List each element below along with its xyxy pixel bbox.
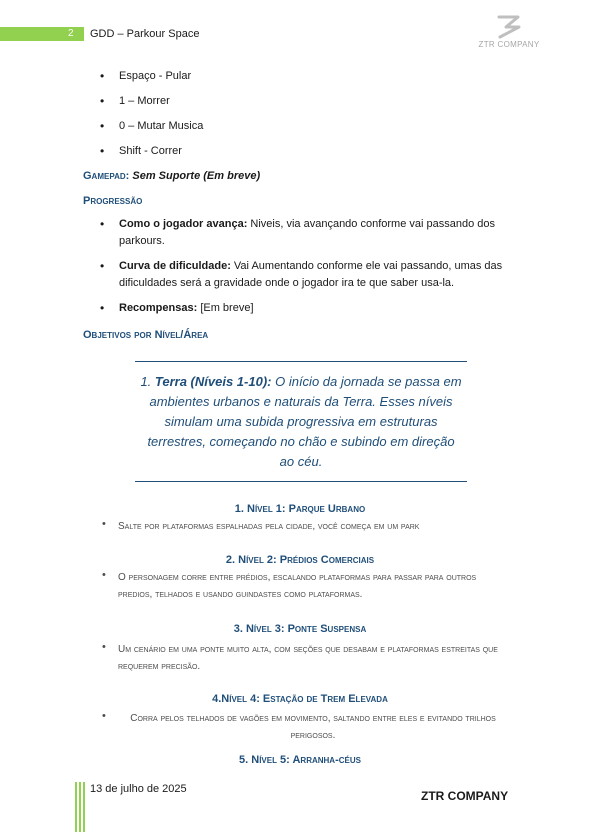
list-item: • 1 – Morrer (83, 91, 513, 116)
gamepad-line (83, 166, 513, 191)
footer-brand: ZTR COMPANY (421, 789, 509, 803)
level-title: 5. Nível 5: Arranha-céus (239, 754, 361, 766)
bullet-icon: • (102, 641, 106, 653)
intro-quote (135, 361, 467, 482)
item-term: Como o jogador avança: (119, 218, 248, 230)
page-number: 2 (68, 28, 74, 39)
item-text: Niveis, via avançando conforme vai passando dos parkours. (119, 218, 495, 247)
item-text: [Em breve] (197, 302, 254, 314)
level-description: O personagem corre entre prédios, escalando plataformas para passar para outros predios, telhados e usando guindastes como plataformas. (118, 572, 477, 600)
level-title: 1. Nível 1: Parque Urbano (234, 503, 366, 515)
footer-date: 13 de julho de 2025 (90, 783, 187, 795)
objectives-heading: Objetivos por Nível/Área (83, 329, 209, 341)
footer-accent-lines (75, 782, 85, 832)
list-item: • Shift - Correr (83, 141, 513, 166)
company-logo (476, 15, 542, 55)
level-title: 3. Nível 3: Ponte Suspensa (233, 623, 367, 635)
list-item (83, 258, 513, 292)
progression-list (83, 216, 513, 317)
item-term: Recompensas: (119, 302, 198, 314)
level-title: 2. Nível 2: Prédios Comerciais (225, 554, 375, 566)
list-item (83, 300, 513, 317)
list-item (83, 216, 513, 250)
level-description: Um cenário em uma ponte muito alta, com seções que desabam e plataformas estreitas que requerem precisão. (118, 644, 498, 672)
bullet-icon: • (102, 569, 106, 581)
quote-number: 1. (140, 374, 152, 389)
document-title: GDD – Parkour Space (90, 28, 200, 40)
controls-list (83, 66, 513, 166)
level-description: Corra pelos telhados de vagões em movimento, saltando entre eles e evitando trilhos perigosos. (130, 713, 496, 741)
level-title: 4.Nível 4: Estação de Trem Elevada (212, 693, 388, 705)
logo-text: ZTR COMPANY (478, 40, 540, 49)
bullet-icon: • (102, 710, 106, 722)
ztr-logo-icon (496, 15, 522, 39)
list-item: • 0 – Mutar Musica (83, 116, 513, 141)
gamepad-value: Sem Suporte (Em breve) (132, 170, 261, 182)
quote-title: Terra (Níveis 1-10): (154, 374, 272, 389)
gamepad-label: Gamepad: (83, 170, 130, 182)
quote-text: O início da jornada se passa em ambientes urbanos e naturais da Terra. Esses níveis simulam uma subida progressiva em estruturas terrestres, começando no chão e subindo em direção ao céu. (147, 374, 462, 469)
list-item: • Espaço - Pular (83, 66, 513, 91)
level-description: Salte por plataformas espalhadas pela cidade, você começa em um park (118, 521, 420, 532)
item-term: Curva de dificuldade: (119, 260, 231, 272)
bullet-icon: • (102, 518, 106, 530)
document-body (83, 66, 513, 350)
progression-heading: Progressão (83, 195, 143, 207)
item-text: Vai Aumentando conforme ele vai passando, umas das dificuldades será a gravidade onde o jogador ira te que saber usa-la. (119, 260, 503, 289)
